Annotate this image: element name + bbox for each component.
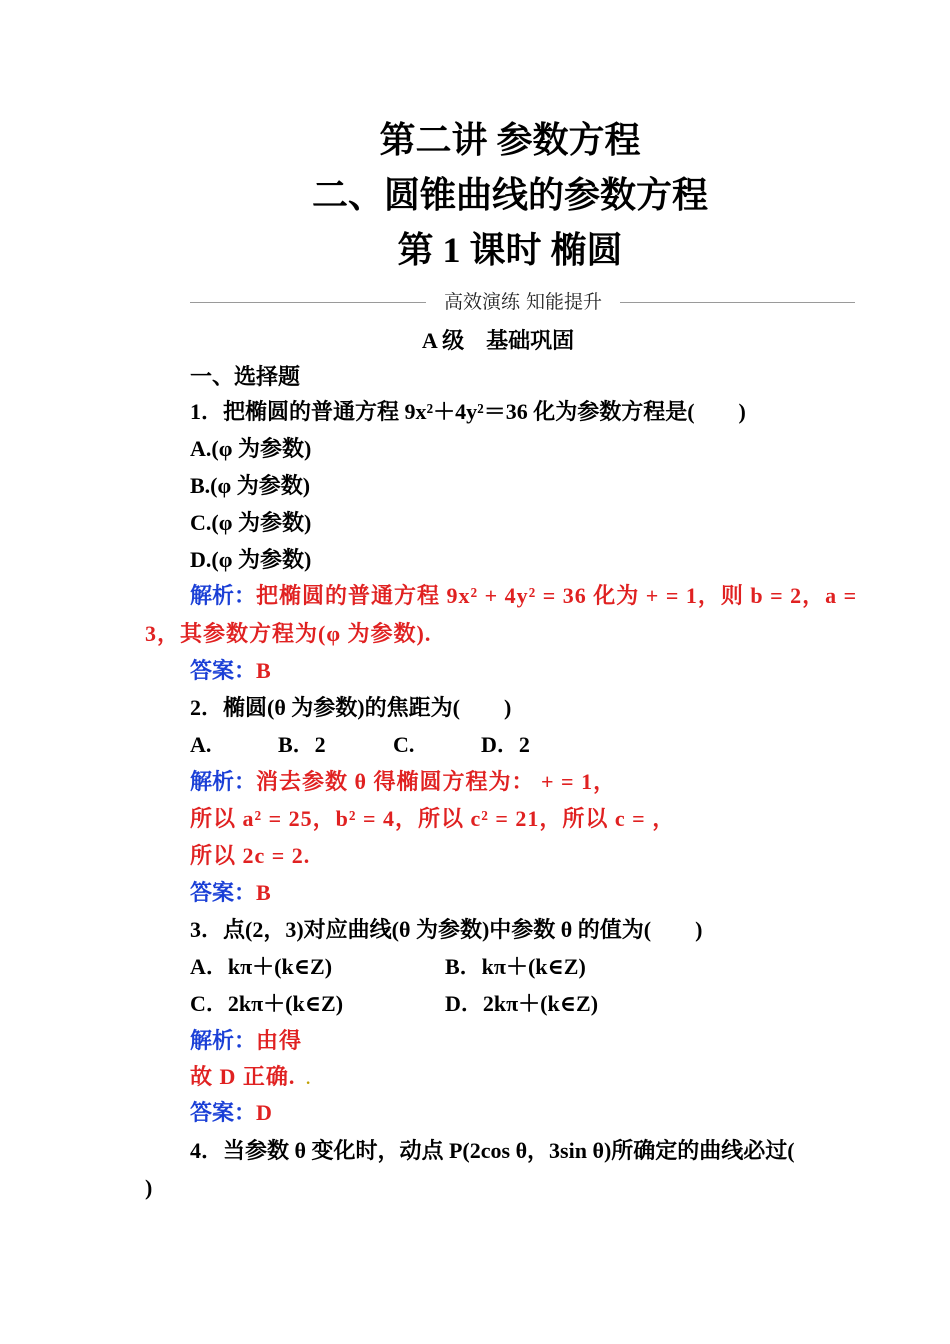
q1-stem: 1．把椭圆的普通方程 9x²＋4y²＝36 化为参数方程是( )	[190, 399, 746, 424]
q3-option-b: B．kπ＋(k∈Z)	[445, 954, 586, 979]
q1-analysis-label: 解析：	[190, 583, 257, 608]
q3-analysis-line1: 由得	[256, 1028, 303, 1053]
q1-option-a: A.(φ 为参数)	[190, 436, 312, 461]
q1-analysis-line2: 3，其参数方程为(φ 为参数).	[145, 621, 432, 646]
q3-stem: 3．点(2，3)对应曲线(θ 为参数)中参数 θ 的值为( )	[190, 917, 703, 942]
q2-answer-value: B	[256, 880, 272, 905]
q3-analysis-mark: .	[305, 1064, 311, 1089]
q3-analysis-conclusion	[190, 1062, 311, 1092]
q1-option-b: B.(φ 为参数)	[190, 473, 311, 498]
q3-answer	[190, 1098, 273, 1128]
q4-stem-line2: )	[145, 1175, 153, 1200]
q2-option-a: A.	[190, 732, 212, 757]
q3-analysis-line2: 故 D 正确.	[190, 1064, 296, 1089]
lecture-title: 第二讲 参数方程	[379, 120, 641, 160]
banner	[190, 288, 855, 316]
q2-stem: 2．椭圆(θ 为参数)的焦距为( )	[190, 695, 512, 720]
q2-answer-label: 答案：	[190, 880, 257, 905]
q3-answer-value: D	[256, 1100, 273, 1125]
q2-option-c: C.	[393, 732, 415, 757]
q2-option-b: B．2	[278, 732, 326, 757]
q3-option-c: C．2kπ＋(k∈Z)	[190, 991, 344, 1016]
q1-analysis	[190, 581, 857, 611]
q2-analysis-line1: 消去参数 θ 得椭圆方程为： + = 1，	[256, 769, 617, 794]
q1-answer	[190, 656, 272, 686]
q3-analysis-label: 解析：	[190, 1028, 257, 1053]
q2-answer	[190, 878, 272, 908]
q4-stem-line1: 4．当参数 θ 变化时，动点 P(2cos θ，3sin θ)所确定的曲线必过(	[190, 1138, 795, 1163]
q3-analysis	[190, 1026, 302, 1056]
q2-analysis-label: 解析：	[190, 769, 257, 794]
q1-analysis-line1: 把椭圆的普通方程 9x² + 4y² = 36 化为 + = 1，则 b = 2，a =	[256, 583, 858, 608]
q2-option-d: D．2	[481, 732, 530, 757]
q3-option-a: A．kπ＋(k∈Z)	[190, 954, 333, 979]
q1-answer-label: 答案：	[190, 658, 257, 683]
q2-analysis-line2: 所以 a² = 25，b² = 4，所以 c² = 21，所以 c = ，	[190, 806, 676, 831]
q1-option-c: C.(φ 为参数)	[190, 510, 312, 535]
section-heading: 一、选择题	[190, 364, 301, 389]
q1-option-d: D.(φ 为参数)	[190, 547, 312, 572]
banner-rule-right	[620, 302, 855, 303]
banner-text: 高效演练 知能提升	[443, 291, 603, 313]
level-heading: A 级 基础巩固	[421, 328, 575, 353]
q1-answer-value: B	[256, 658, 272, 683]
q3-option-d: D．2kπ＋(k∈Z)	[445, 991, 599, 1016]
banner-rule-left	[190, 302, 426, 303]
q2-analysis-line3: 所以 2c = 2.	[190, 843, 311, 868]
q3-answer-label: 答案：	[190, 1100, 257, 1125]
section-title: 二、圆锥曲线的参数方程	[311, 175, 708, 215]
q2-analysis	[190, 767, 616, 797]
lesson-title: 第 1 课时 椭圆	[397, 230, 623, 270]
